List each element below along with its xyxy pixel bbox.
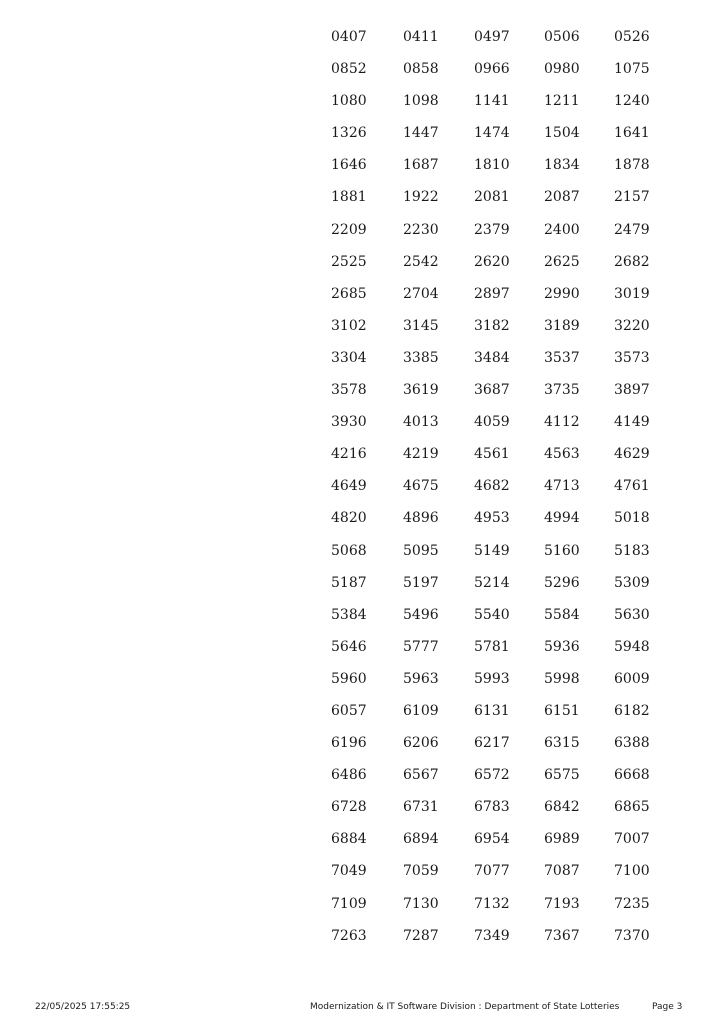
number-cell: 5183 [614,542,650,559]
number-cell: 4953 [474,510,510,527]
number-cell: 3619 [403,382,439,399]
number-cell: 3220 [614,317,650,334]
number-cell: 1646 [331,157,367,174]
number-cell: 7109 [331,895,367,912]
number-cell: 7263 [331,927,367,944]
number-cell: 5214 [474,574,510,591]
number-cell: 0858 [403,61,439,78]
number-cell: 7049 [331,863,367,880]
number-cell: 5540 [474,606,510,623]
number-cell: 1878 [614,157,650,174]
number-cell: 0407 [331,29,367,45]
number-cell: 6315 [544,735,580,752]
number-cell: 6151 [544,702,580,719]
number-cell: 2704 [403,285,439,302]
number-cell: 7287 [403,927,439,944]
number-cell: 3573 [614,349,650,366]
number-cell: 5993 [474,670,510,687]
number-cell: 6388 [614,735,650,752]
number-cell: 6217 [474,735,510,752]
number-cell: 7235 [614,895,650,912]
number-cell: 2081 [474,189,510,206]
number-cell: 7077 [474,863,510,880]
number-cell: 7007 [614,831,650,848]
number-cell: 7087 [544,863,580,880]
number-cell: 1687 [403,157,439,174]
number-cell: 7367 [544,927,580,944]
number-cell: 4761 [614,478,650,495]
number-cell: 6009 [614,670,650,687]
number-cell: 6486 [331,767,367,784]
number-cell: 3102 [331,317,367,334]
number-cell: 6731 [403,799,439,816]
number-cell: 5187 [331,574,367,591]
number-cell: 5068 [331,542,367,559]
number-cell: 6884 [331,831,367,848]
number-cell: 7100 [614,863,650,880]
number-cell: 4649 [331,478,367,495]
number-cell: 6057 [331,702,367,719]
number-cell: 3537 [544,349,580,366]
number-cell: 4219 [403,446,439,463]
number-cell: 6109 [403,702,439,719]
number-cell: 4682 [474,478,510,495]
number-cell: 2379 [474,221,510,238]
number-cell: 4149 [614,414,650,431]
number-cell: 5948 [614,638,650,655]
number-cell: 6989 [544,831,580,848]
number-cell: 0497 [474,29,510,45]
number-cell: 5646 [331,638,367,655]
number-cell: 1810 [474,157,510,174]
number-cell: 1641 [614,125,650,142]
number-cell: 4112 [544,414,580,431]
number-cell: 2157 [614,189,650,206]
number-cell: 1922 [403,189,439,206]
footer-division-text: Modernization & IT Software Division : Department of State Lotteries [310,1002,620,1012]
number-cell: 1834 [544,157,580,174]
number-cell: 6842 [544,799,580,816]
number-cell: 2685 [331,285,367,302]
number-cell: 1326 [331,125,367,142]
footer-timestamp: 22/05/2025 17:55:25 [35,1002,131,1012]
number-cell: 0506 [544,29,580,45]
page-footer [0,999,724,1015]
number-cell: 2230 [403,221,439,238]
number-cell: 7370 [614,927,650,944]
number-cell: 4216 [331,446,367,463]
number-cell: 2209 [331,221,367,238]
number-cell: 5160 [544,542,580,559]
number-cell: 3385 [403,349,439,366]
number-cell: 6572 [474,767,510,784]
number-cell: 6783 [474,799,510,816]
number-cell: 3484 [474,349,510,366]
number-cell: 5149 [474,542,510,559]
number-cell: 0411 [403,29,439,45]
number-cell: 1240 [614,93,650,110]
number-cell: 4563 [544,446,580,463]
number-cell: 6567 [403,767,439,784]
number-cell: 3304 [331,349,367,366]
number-cell: 2479 [614,221,650,238]
number-cell: 3930 [331,414,367,431]
number-cell: 5781 [474,638,510,655]
number-cell: 2542 [403,253,439,270]
number-cell: 5998 [544,670,580,687]
number-cell: 6182 [614,702,650,719]
number-cell: 4675 [403,478,439,495]
number-cell: 7349 [474,927,510,944]
number-cell: 3189 [544,317,580,334]
number-cell: 5584 [544,606,580,623]
number-cell: 7130 [403,895,439,912]
number-cell: 0980 [544,61,580,78]
number-cell: 6131 [474,702,510,719]
number-cell: 7132 [474,895,510,912]
number-cell: 4629 [614,446,650,463]
number-cell: 5936 [544,638,580,655]
number-cell: 1211 [544,93,580,110]
number-cell: 0852 [331,61,367,78]
number-cell: 5777 [403,638,439,655]
number-cell: 3897 [614,382,650,399]
number-cell: 4059 [474,414,510,431]
number-cell: 1474 [474,125,510,142]
number-cell: 2990 [544,285,580,302]
number-cell: 2620 [474,253,510,270]
number-cell: 5095 [403,542,439,559]
number-cell: 6668 [614,767,650,784]
number-cell: 5018 [614,510,650,527]
number-cell: 1080 [331,93,367,110]
number-cell: 5630 [614,606,650,623]
number-cell: 2897 [474,285,510,302]
number-cell: 4713 [544,478,580,495]
number-cell: 5496 [403,606,439,623]
number-cell: 1447 [403,125,439,142]
number-cell: 3182 [474,317,510,334]
number-cell: 6196 [331,735,367,752]
number-cell: 2087 [544,189,580,206]
number-cell: 1141 [474,93,510,110]
number-cell: 5296 [544,574,580,591]
number-cell: 5960 [331,670,367,687]
number-cell: 7059 [403,863,439,880]
number-cell: 6954 [474,831,510,848]
winning-numbers-grid [322,21,682,952]
number-cell: 2625 [544,253,580,270]
number-cell: 7193 [544,895,580,912]
number-cell: 3145 [403,317,439,334]
number-cell: 4013 [403,414,439,431]
number-cell: 1098 [403,93,439,110]
number-cell: 2525 [331,253,367,270]
number-cell: 2682 [614,253,650,270]
number-cell: 6728 [331,799,367,816]
number-cell: 2400 [544,221,580,238]
number-cell: 1504 [544,125,580,142]
number-cell: 4820 [331,510,367,527]
number-cell: 6206 [403,735,439,752]
number-cell: 5963 [403,670,439,687]
number-cell: 6894 [403,831,439,848]
number-cell: 1075 [614,61,650,78]
number-cell: 0526 [614,29,650,45]
number-cell: 6575 [544,767,580,784]
number-cell: 5309 [614,574,650,591]
footer-page-number: Page 3 [652,1002,683,1012]
number-cell: 6865 [614,799,650,816]
number-cell: 4896 [403,510,439,527]
number-cell: 4994 [544,510,580,527]
number-cell: 5197 [403,574,439,591]
number-cell: 3735 [544,382,580,399]
number-cell: 3578 [331,382,367,399]
number-cell: 3687 [474,382,510,399]
number-cell: 5384 [331,606,367,623]
number-cell: 3019 [614,285,650,302]
number-cell: 1881 [331,189,367,206]
number-cell: 4561 [474,446,510,463]
number-cell: 0966 [474,61,510,78]
